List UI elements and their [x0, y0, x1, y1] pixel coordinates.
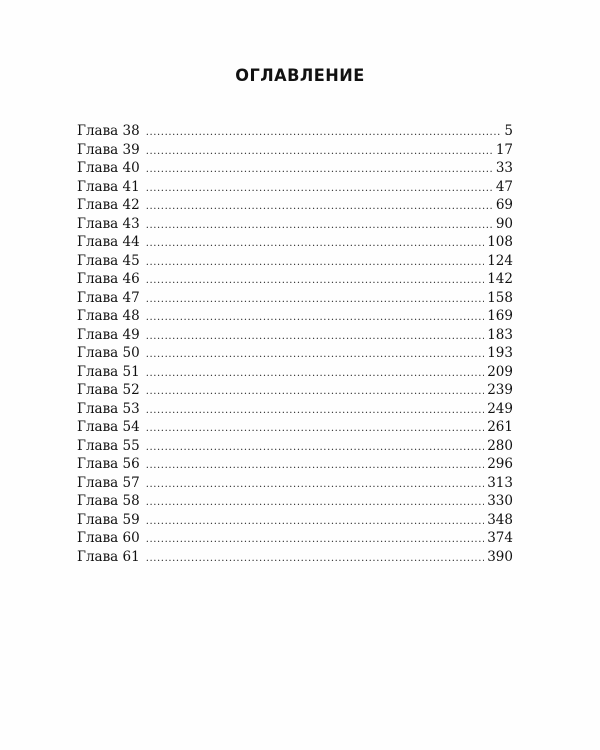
dot-leader — [146, 420, 485, 437]
toc-entry-page-number: 108 — [487, 234, 513, 250]
toc-entry-label: Глава 55 — [77, 437, 140, 454]
toc-entry — [77, 455, 513, 474]
toc-entry-label: Глава 43 — [77, 215, 140, 232]
toc-entry-page-number: 158 — [487, 289, 513, 306]
toc-entry-label: Глава 38 — [77, 123, 140, 139]
toc-entry-page-number: 169 — [487, 308, 513, 324]
toc-entry-page-number: 209 — [487, 363, 513, 380]
toc-entry — [77, 233, 513, 252]
toc-entry-page-number: 47 — [495, 178, 513, 195]
toc-entry-label: Глава 59 — [77, 511, 140, 528]
toc-entry-label: Глава 57 — [77, 474, 140, 491]
toc-entry-page-number: 280 — [487, 437, 513, 454]
toc-entry — [77, 122, 513, 141]
toc-entry — [77, 548, 513, 567]
toc-entry-label: Глава 41 — [77, 178, 140, 195]
toc-entry-label: Глава 54 — [77, 419, 140, 435]
toc-entry — [77, 492, 513, 511]
dot-leader — [146, 254, 485, 271]
toc-entry — [77, 270, 513, 289]
toc-entry-label: Глава 52 — [77, 382, 140, 398]
toc-entry-page-number: 348 — [487, 511, 513, 528]
dot-leader — [146, 402, 485, 419]
dot-leader — [146, 531, 485, 548]
toc-entry-page-number: 142 — [487, 271, 513, 287]
toc-entry — [77, 363, 513, 382]
toc-entry-label: Глава 58 — [77, 493, 140, 509]
toc-entry-page-number: 69 — [495, 197, 513, 213]
toc-entry-label: Глава 53 — [77, 400, 140, 417]
dot-leader — [146, 346, 485, 363]
dot-leader — [146, 235, 485, 252]
toc-entry — [77, 529, 513, 548]
toc-entry-label: Глава 56 — [77, 456, 140, 472]
dot-leader — [146, 365, 485, 382]
toc-entry — [77, 307, 513, 326]
dot-leader — [146, 439, 485, 456]
toc-entry — [77, 418, 513, 437]
page-title: ОГЛАВЛЕНИЕ — [235, 66, 365, 86]
toc-entry-page-number: 90 — [495, 215, 513, 232]
toc-entry — [77, 474, 513, 493]
dot-leader — [146, 291, 485, 308]
toc-entry-page-number: 183 — [487, 326, 513, 343]
toc-entry-page-number: 330 — [487, 493, 513, 509]
toc-entry-label: Глава 60 — [77, 530, 140, 546]
dot-leader — [146, 124, 502, 141]
toc-entry — [77, 141, 513, 160]
dot-leader — [146, 476, 485, 493]
toc-entry-label: Глава 46 — [77, 271, 140, 287]
dot-leader — [146, 309, 485, 326]
dot-leader — [146, 198, 493, 215]
toc-entry — [77, 289, 513, 308]
toc-entry — [77, 437, 513, 456]
toc-entry-page-number: 239 — [487, 382, 513, 398]
dot-leader — [146, 550, 485, 567]
toc-entry-page-number: 249 — [487, 400, 513, 417]
toc-entry-page-number: 17 — [495, 141, 513, 158]
toc-entry — [77, 511, 513, 530]
toc-entry-label: Глава 49 — [77, 326, 140, 343]
toc-entry-page-number: 296 — [487, 456, 513, 472]
toc-entry-label: Глава 40 — [77, 160, 140, 176]
toc-entry — [77, 326, 513, 345]
toc-entry-label: Глава 51 — [77, 363, 140, 380]
dot-leader — [146, 383, 485, 400]
dot-leader — [146, 328, 485, 345]
toc-entry-page-number: 390 — [487, 548, 513, 565]
table-of-contents — [77, 122, 513, 566]
toc-entry — [77, 159, 513, 178]
toc-entry — [77, 215, 513, 234]
toc-entry-label: Глава 44 — [77, 234, 140, 250]
toc-entry-label: Глава 42 — [77, 197, 140, 213]
toc-entry-page-number: 124 — [487, 252, 513, 269]
toc-entry-page-number: 261 — [487, 419, 513, 435]
toc-entry — [77, 400, 513, 419]
dot-leader — [146, 143, 493, 160]
toc-entry-label: Глава 50 — [77, 345, 140, 361]
toc-entry — [77, 178, 513, 197]
toc-entry — [77, 344, 513, 363]
toc-entry-page-number: 193 — [487, 345, 513, 361]
toc-entry — [77, 196, 513, 215]
dot-leader — [146, 180, 493, 197]
dot-leader — [146, 513, 485, 530]
toc-entry — [77, 381, 513, 400]
dot-leader — [146, 217, 493, 234]
dot-leader — [146, 161, 493, 178]
dot-leader — [146, 494, 485, 511]
dot-leader — [146, 457, 485, 474]
toc-entry-page-number: 374 — [487, 530, 513, 546]
toc-entry-label: Глава 39 — [77, 141, 140, 158]
toc-entry-label: Глава 45 — [77, 252, 140, 269]
toc-entry-page-number: 313 — [487, 474, 513, 491]
toc-entry-label: Глава 47 — [77, 289, 140, 306]
dot-leader — [146, 272, 485, 289]
toc-entry-label: Глава 48 — [77, 308, 140, 324]
toc-entry-page-number: 33 — [495, 160, 513, 176]
toc-entry — [77, 252, 513, 271]
toc-entry-page-number: 5 — [504, 123, 513, 139]
toc-entry-label: Глава 61 — [77, 548, 140, 565]
